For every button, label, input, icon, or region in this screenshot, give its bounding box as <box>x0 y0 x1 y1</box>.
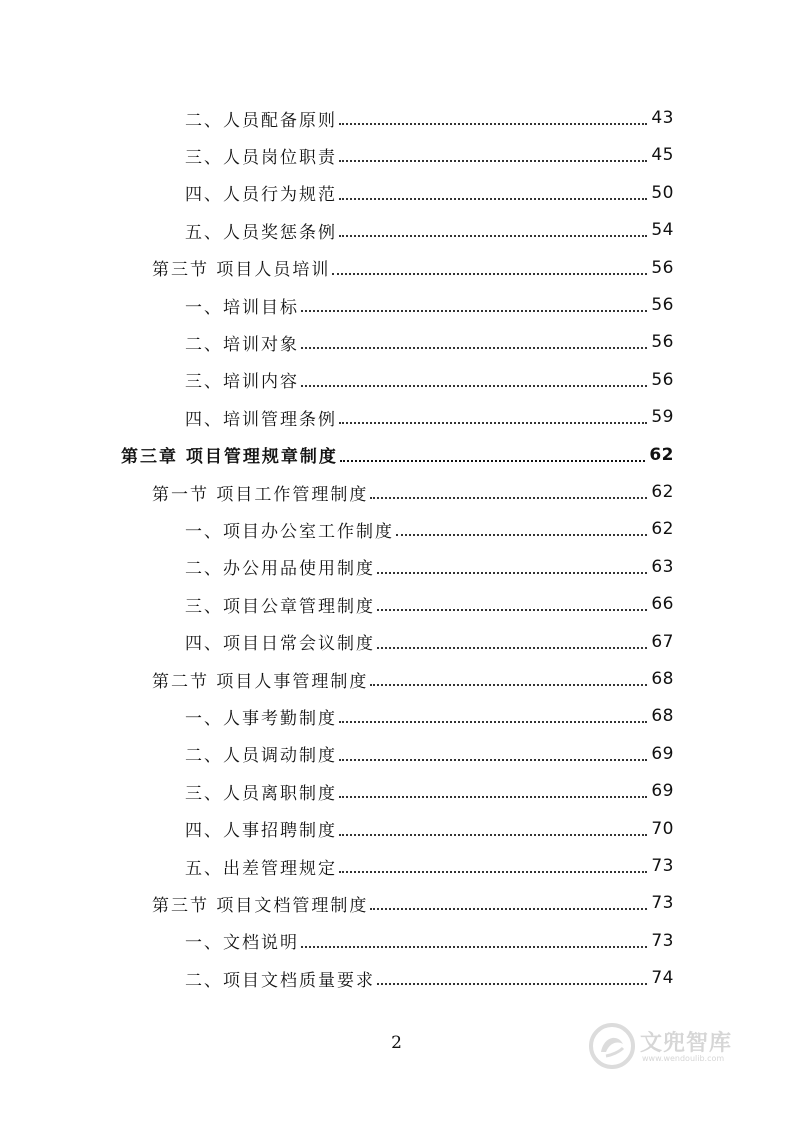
toc-entry-label: 二、办公用品使用制度 <box>185 559 375 580</box>
toc-leader-dots <box>370 684 647 686</box>
toc-leader-dots <box>301 310 647 312</box>
toc-entry-page: 67 <box>651 631 674 652</box>
toc-subsection-entry[interactable] <box>185 812 674 846</box>
toc-subsection-entry[interactable] <box>185 961 674 995</box>
toc-entry-page: 56 <box>651 369 674 390</box>
toc-chapter-entry[interactable] <box>121 438 674 472</box>
watermark-url: www.wendoulib.com <box>642 1054 725 1063</box>
toc-leader-dots <box>340 460 645 462</box>
toc-leader-dots <box>301 385 647 387</box>
toc-leader-dots <box>377 647 647 649</box>
toc-subsection-entry[interactable] <box>185 924 674 958</box>
toc-subsection-entry[interactable] <box>185 213 674 247</box>
toc-leader-dots <box>339 235 647 237</box>
toc-entry-label: 三、人员离职制度 <box>185 783 337 804</box>
toc-leader-dots <box>339 123 647 125</box>
toc-entry-label: 二、项目文档质量要求 <box>185 970 375 991</box>
toc-subsection-entry[interactable] <box>185 512 674 546</box>
toc-leader-dots <box>377 572 647 574</box>
toc-entry-page: 73 <box>651 856 674 876</box>
toc-subsection-entry[interactable] <box>185 176 674 210</box>
toc-entry-label: 第二节 项目人事管理制度 <box>152 671 369 692</box>
toc-subsection-entry[interactable] <box>185 363 674 397</box>
toc-entry-page: 68 <box>651 706 674 727</box>
toc-entry-label: 四、人员行为规范 <box>185 185 337 206</box>
toc-entry-page: 62 <box>651 482 674 502</box>
toc-section-entry[interactable] <box>152 475 674 509</box>
toc-leader-dots <box>301 946 647 948</box>
toc-subsection-entry[interactable] <box>185 101 674 135</box>
toc-entry-page: 62 <box>649 444 674 465</box>
toc-subsection-entry[interactable] <box>185 138 674 172</box>
toc-subsection-entry[interactable] <box>185 849 674 883</box>
toc-leader-dots <box>301 347 647 349</box>
toc-subsection-entry[interactable] <box>185 400 674 434</box>
toc-entry-label: 五、人员奖惩条例 <box>185 222 337 243</box>
toc-entry-page: 70 <box>651 818 674 839</box>
toc-entry-label: 二、人员配备原则 <box>185 110 337 131</box>
toc-entry-label: 二、人员调动制度 <box>185 746 337 767</box>
toc-leader-dots <box>370 908 647 910</box>
toc-entry-page: 69 <box>651 781 674 802</box>
toc-subsection-entry[interactable] <box>185 774 674 808</box>
toc-leader-dots <box>339 721 647 723</box>
toc-subsection-entry[interactable] <box>185 737 674 771</box>
toc-entry-label: 第三节 项目人员培训 <box>152 260 331 281</box>
toc-subsection-entry[interactable] <box>185 325 674 359</box>
toc-leader-dots <box>396 534 647 536</box>
toc-entry-page: 62 <box>651 519 674 540</box>
toc-leader-dots <box>332 273 647 275</box>
toc-entry-label: 四、项目日常会议制度 <box>185 634 375 655</box>
toc-subsection-entry[interactable] <box>185 587 674 621</box>
toc-entry-page: 56 <box>651 332 674 353</box>
toc-entry-page: 56 <box>651 295 674 315</box>
toc-entry-page: 45 <box>651 145 674 166</box>
toc-subsection-entry[interactable] <box>185 550 674 584</box>
toc-entry-page: 73 <box>651 893 674 914</box>
toc-entry-label: 一、文档说明 <box>185 933 299 954</box>
toc-leader-dots <box>339 871 647 873</box>
toc-leader-dots <box>339 160 647 162</box>
toc-section-entry[interactable] <box>152 251 674 285</box>
toc-entry-label: 一、培训目标 <box>185 297 299 318</box>
toc-subsection-entry[interactable] <box>185 699 674 733</box>
toc-section-entry[interactable] <box>152 886 674 920</box>
toc-leader-dots <box>339 198 647 200</box>
toc-entry-page: 59 <box>651 407 674 428</box>
toc-entry-label: 二、培训对象 <box>185 334 299 355</box>
toc-subsection-entry[interactable] <box>185 288 674 322</box>
toc-entry-label: 三、人员岗位职责 <box>185 147 337 168</box>
watermark-name: 文兜智库 <box>640 1031 733 1056</box>
toc-entry-label: 一、项目办公室工作制度 <box>185 521 394 542</box>
toc-entry-page: 43 <box>651 108 674 128</box>
toc-entry-label: 三、项目公章管理制度 <box>185 596 375 617</box>
toc-entry-label: 第三章 项目管理规章制度 <box>121 447 338 468</box>
toc-entry-page: 73 <box>651 930 674 951</box>
toc-entry-page: 66 <box>651 594 674 615</box>
toc-entry-page: 68 <box>651 669 674 689</box>
toc-subsection-entry[interactable] <box>185 625 674 659</box>
page-number: 2 <box>391 1033 402 1053</box>
toc-entry-label: 第一节 项目工作管理制度 <box>152 484 369 505</box>
toc-entry-page: 63 <box>651 556 674 577</box>
toc-entry-label: 四、培训管理条例 <box>185 409 337 430</box>
toc-entry-label: 四、人事招聘制度 <box>185 821 337 842</box>
toc-entry-page: 69 <box>651 743 674 764</box>
toc-leader-dots <box>339 759 647 761</box>
toc-entry-label: 第三节 项目文档管理制度 <box>152 895 369 916</box>
toc-entry-label: 一、人事考勤制度 <box>185 708 337 729</box>
toc-entry-page: 54 <box>651 220 674 241</box>
toc-entry-page: 50 <box>651 182 674 203</box>
watermark <box>588 1022 758 1072</box>
toc-entry-page: 74 <box>651 968 674 989</box>
toc-section-entry[interactable] <box>152 662 674 696</box>
toc-leader-dots <box>339 422 647 424</box>
toc-leader-dots <box>339 796 647 798</box>
toc-entry-label: 三、培训内容 <box>185 372 299 393</box>
toc-leader-dots <box>377 983 647 985</box>
toc-entry-label: 五、出差管理规定 <box>185 858 337 879</box>
toc-leader-dots <box>377 609 647 611</box>
toc-entry-page: 56 <box>651 257 674 278</box>
wendou-logo-icon <box>588 1022 636 1070</box>
toc-leader-dots <box>370 497 647 499</box>
toc-leader-dots <box>339 834 647 836</box>
